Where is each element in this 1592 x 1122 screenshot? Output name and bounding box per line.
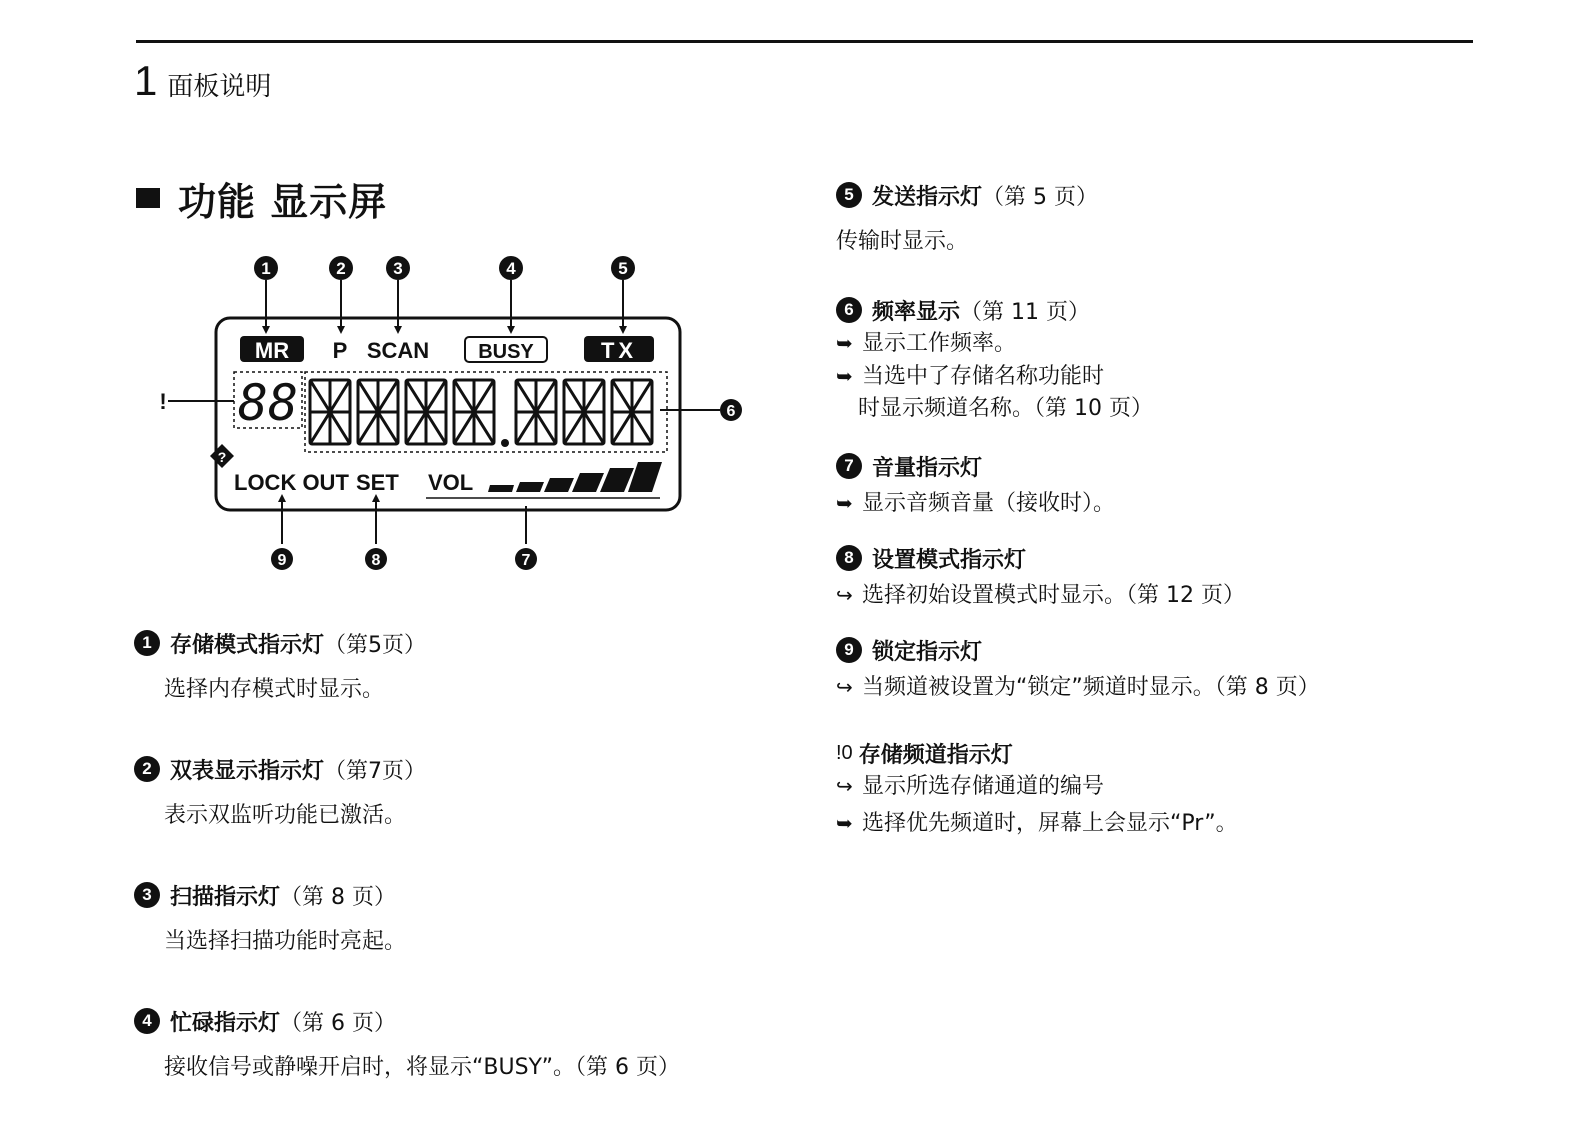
item-line: ➥ 显示工作频率。: [836, 327, 1153, 360]
section-heading: [136, 172, 387, 224]
item-title: 存储模式指示灯: [170, 632, 325, 658]
chapter-heading: [134, 56, 271, 106]
callout-5: 5: [618, 259, 628, 278]
item-title: 频率显示: [872, 299, 961, 325]
item-page-ref: （第7页）: [324, 758, 427, 784]
lcd-channel-digits: 88: [237, 374, 299, 432]
item-title: 存储频道指示灯: [858, 742, 1013, 768]
square-bullet-icon: [136, 188, 160, 208]
arrow-bold-icon: ➥: [836, 331, 853, 355]
item-page-ref: （第 11 页）: [960, 299, 1090, 325]
callout-7: 7: [521, 552, 531, 569]
chapter-number: 1: [134, 57, 158, 104]
lcd-set-indicator: SET: [356, 470, 399, 495]
item-title: 锁定指示灯: [872, 639, 983, 665]
number-badge-icon: 1: [134, 630, 160, 656]
item-title: 忙碌指示灯: [170, 1010, 281, 1036]
callout-2: 2: [336, 259, 346, 278]
number-label: !0: [836, 741, 853, 764]
item-page-ref: （第5页）: [324, 632, 427, 658]
lcd-tx-indicator: TX: [600, 338, 638, 363]
lcd-lockout-indicator: LOCK OUT: [234, 470, 349, 495]
lcd-busy-indicator: BUSY: [478, 341, 534, 363]
lcd-p-indicator: P: [332, 338, 348, 363]
item-description: 当选择扫描功能时亮起。: [164, 929, 407, 954]
item-title: 音量指示灯: [872, 455, 983, 481]
callout-8: 8: [371, 552, 381, 569]
item-line: ➥ 当选中了存储名称功能时: [836, 360, 1153, 393]
lcd-mr-indicator: MR: [254, 338, 290, 363]
section-title: 功能 显示屏: [178, 179, 388, 224]
item-memory-channel: [836, 736, 1238, 840]
number-badge-icon: 9: [836, 637, 862, 663]
item-line: ↪ 显示所选存储通道的编号: [836, 770, 1238, 803]
callout-3: 3: [393, 259, 403, 278]
number-badge-icon: 7: [836, 453, 862, 479]
arrow-hook-icon: ↪: [836, 675, 853, 699]
item-description: 接收信号或静噪开启时，将显示“BUSY”。（第 6 页）: [164, 1055, 680, 1080]
lcd-diagram: [150, 248, 760, 588]
item-title: 发送指示灯: [872, 184, 983, 210]
chapter-title: 面板说明: [167, 72, 272, 102]
item-page-ref: （第 5 页）: [982, 184, 1098, 210]
number-badge-icon: 6: [836, 297, 862, 323]
item-scan: [134, 878, 406, 958]
item-line: ↪ 选择初始设置模式时显示。（第 12 页）: [836, 579, 1245, 612]
top-rule: [136, 40, 1473, 43]
number-badge-icon: 4: [134, 1008, 160, 1034]
callout-11: ?: [217, 449, 227, 465]
item-title: 设置模式指示灯: [872, 547, 1027, 573]
lcd-decimal-point: [501, 439, 509, 447]
arrow-bold-icon: ➥: [836, 491, 853, 515]
item-memory-mode: [134, 626, 426, 706]
callout-9: 9: [277, 552, 287, 569]
number-badge-icon: 3: [134, 882, 160, 908]
callout-6: 6: [726, 403, 736, 420]
arrow-bold-icon: ➥: [836, 364, 853, 388]
item-line: ↪ 当频道被设置为“锁定”频道时显示。（第 8 页）: [836, 671, 1320, 704]
item-dual-watch: [134, 752, 426, 832]
lcd-diagram-svg: [150, 248, 760, 588]
item-page-ref: （第 6 页）: [280, 1010, 396, 1036]
item-tx: [836, 178, 1098, 258]
lcd-vol-indicator: VOL: [428, 470, 474, 495]
number-badge-icon: 2: [134, 756, 160, 782]
arrow-bold-icon: ➥: [836, 811, 853, 835]
item-description: 传输时显示。: [836, 229, 969, 254]
item-line: ➥ 显示音频音量（接收时）。: [836, 487, 1115, 520]
arrow-hook-icon: ↪: [836, 774, 853, 798]
callout-1: 1: [261, 259, 271, 278]
number-badge-icon: 8: [836, 545, 862, 571]
item-line: ➥ 选择优先频道时，屏幕上会显示“Pr”。: [836, 807, 1238, 840]
item-description: 选择内存模式时显示。: [164, 677, 385, 702]
item-title: 扫描指示灯: [170, 884, 281, 910]
number-badge-icon: 5: [836, 182, 862, 208]
arrow-hook-icon: ↪: [836, 583, 853, 607]
item-set-mode: [836, 541, 1245, 612]
item-title: 双表显示指示灯: [170, 758, 325, 784]
callout-10: !: [159, 389, 167, 414]
item-busy: [134, 1004, 680, 1084]
callout-4: 4: [506, 259, 516, 278]
item-description: 表示双监听功能已激活。: [164, 803, 407, 828]
item-lockout: [836, 633, 1320, 704]
item-page-ref: （第 8 页）: [280, 884, 396, 910]
item-volume: [836, 449, 1115, 520]
item-line-continued: 时显示频道名称。（第 10 页）: [858, 396, 1153, 421]
lcd-scan-indicator: SCAN: [366, 338, 430, 363]
item-frequency: [836, 293, 1153, 425]
